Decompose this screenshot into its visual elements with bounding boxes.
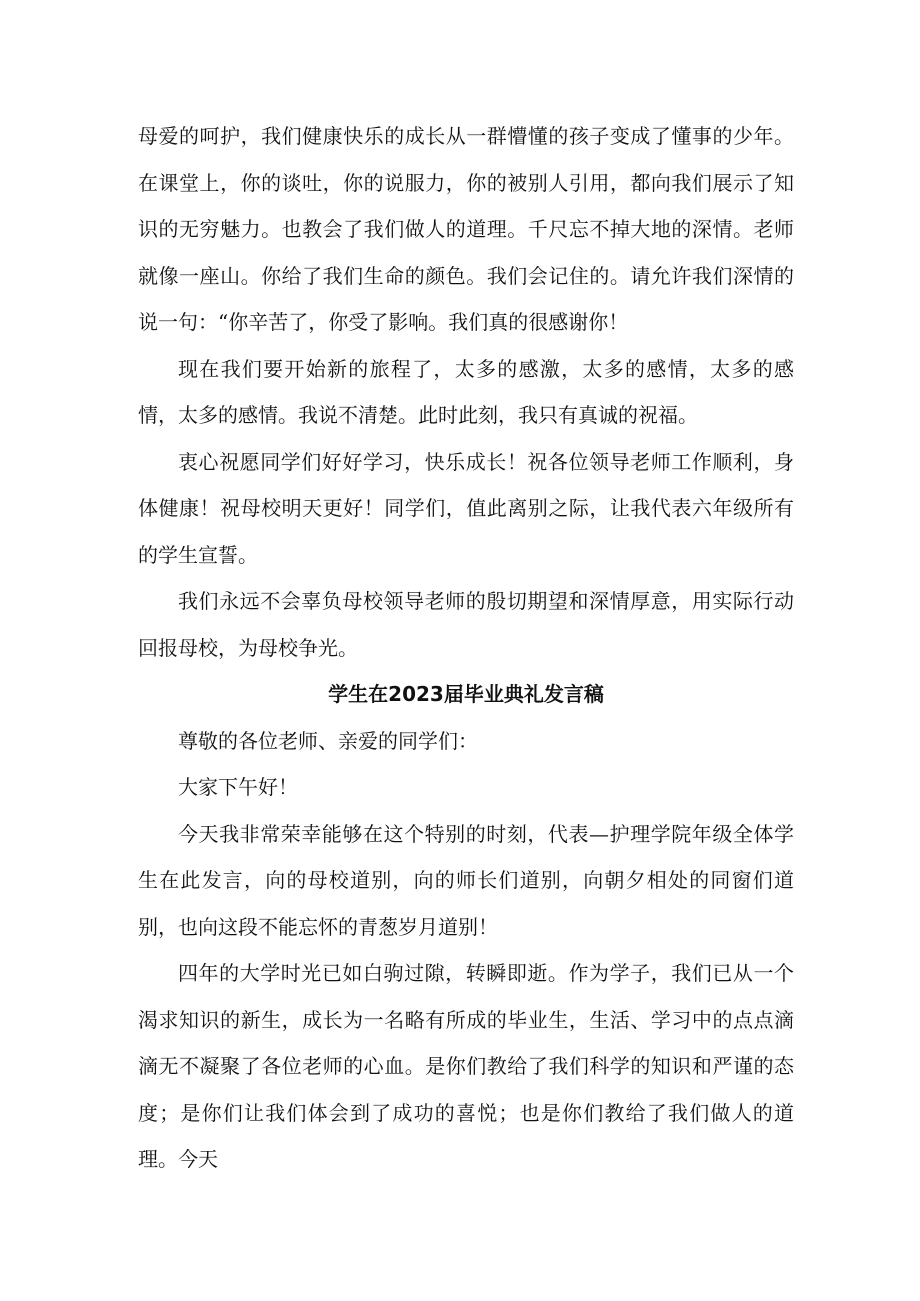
document-page (138, 113, 794, 1183)
paragraph: 现在我们要开始新的旅程了，太多的感激，太多的感情，太多的感情，太多的感情。我说不清楚。此时此刻，我只有真诚的祝福。 (138, 356, 794, 427)
paragraph: 四年的大学时光已如白驹过隙，转瞬即逝。作为学子，我们已从一个渴求知识的新生，成长为一名略有所成的毕业生，生活、学习中的点点滴滴无不凝聚了各位老师的心血。是你们教给了我们科学的知识和严谨的态度；是你们让我们体会到了成功的喜悦；也是你们教给了我们做人的道理。今天 (138, 961, 794, 1171)
speech-title: 学生在2023届毕业典礼发言稿 (328, 682, 604, 706)
salutation: 尊敬的各位老师、亲爱的同学们： (178, 728, 478, 753)
greeting: 大家下午好！ (178, 775, 298, 799)
paragraph: 衷心祝愿同学们好好学习，快乐成长！祝各位领导老师工作顺利，身体健康！祝母校明天更好！同学们，值此离别之际，让我代表六年级所有的学生宣誓。 (138, 449, 794, 567)
paragraph: 我们永远不会辜负母校领导老师的殷切期望和深情厚意，用实际行动回报母校，为母校争光。 (138, 589, 794, 660)
paragraph-continuation: 母爱的呵护，我们健康快乐的成长从一群懵懂的孩子变成了懂事的少年。在课堂上，你的谈吐，你的说服力，你的被别人引用，都向我们展示了知识的无穷魅力。也教会了我们做人的道理。千尺忘不掉大地的深情。老师就像一座山。你给了我们生命的颜色。我们会记住的。请允许我们深情的说一句：“你辛苦了，你受了影响。我们真的很感谢你！ (138, 124, 794, 334)
paragraph: 今天我非常荣幸能够在这个特别的时刻，代表—护理学院年级全体学生在此发言，向的母校道别，向的师长们道别，向朝夕相处的同窗们道别，也向这段不能忘怀的青葱岁月道别！ (138, 821, 794, 939)
